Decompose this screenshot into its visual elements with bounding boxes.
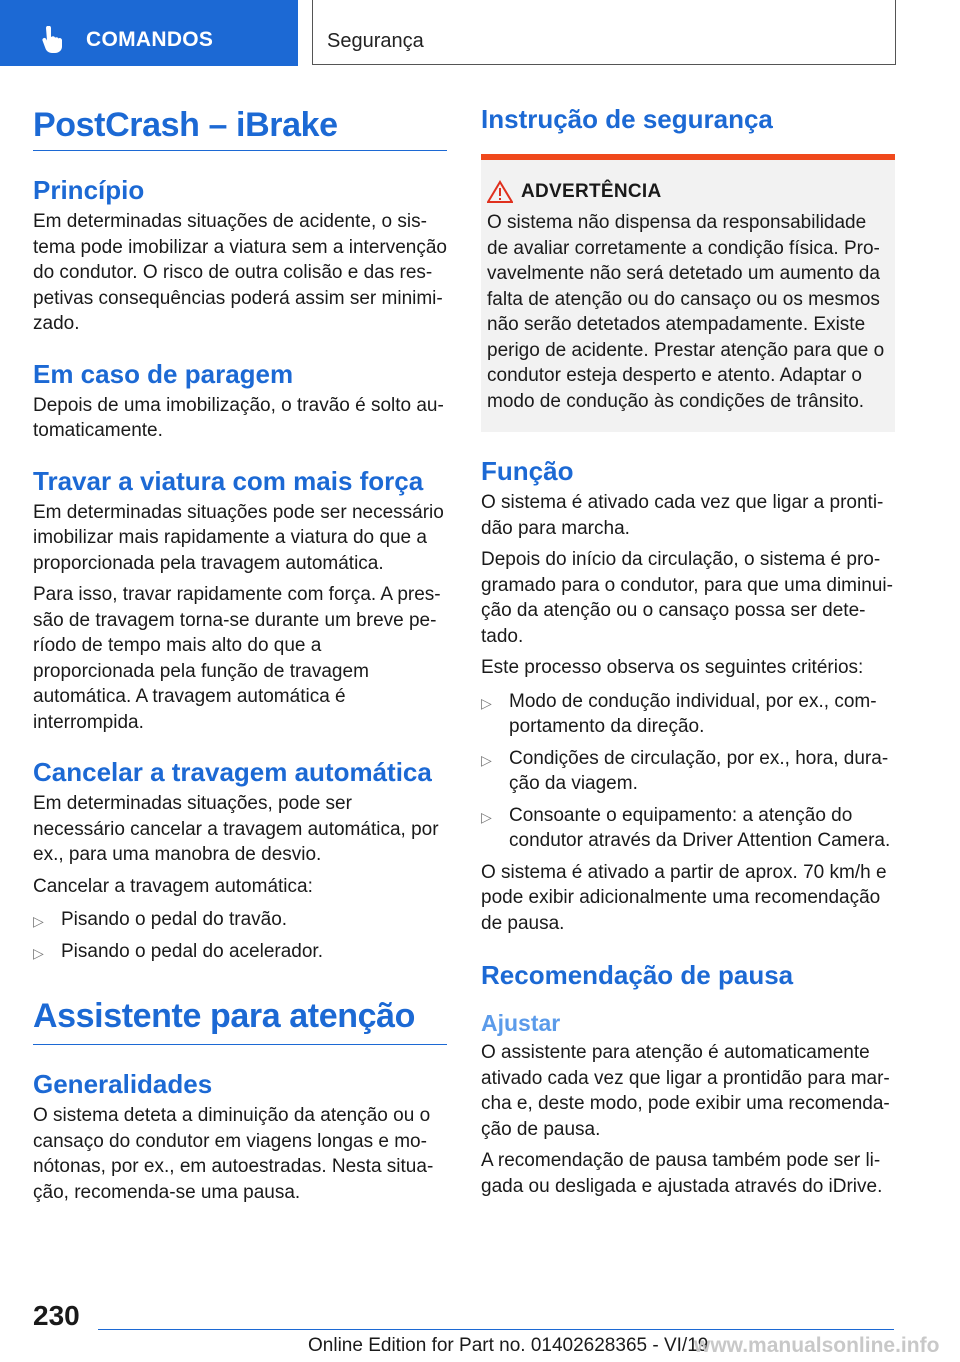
list-item: ▷ Pisando o pedal do travão.	[33, 907, 447, 933]
chapter-label: COMANDOS	[86, 28, 214, 51]
watermark: www.manualsonline.info	[694, 1334, 940, 1357]
edition-text: Online Edition for Part no. 01402628365 - VI/19	[308, 1335, 709, 1356]
text-funcao-1: O sistema é ativado cada vez que ligar a pronti-dão para marcha.	[481, 492, 884, 539]
section-label: Segurança	[327, 30, 424, 52]
title-rule	[33, 1044, 447, 1045]
warning-triangle-icon	[487, 180, 513, 204]
text-ajustar-2: A recomendação de pausa também pode ser li-gada ou desligada e ajustada através do iDrive.	[481, 1150, 883, 1197]
text-ajustar-1: O assistente para atenção é automaticamente ativado cada vez que ligar a prontidão para mar-cha e, deste modo, pode exibir uma recomenda-ção de pausa.	[481, 1042, 890, 1140]
list-item: ▷ Condições de circulação, por ex., hora, dura-ção da viagem.	[481, 747, 889, 794]
section-tab[interactable]	[312, 0, 896, 65]
text-funcao-3: Este processo observa os seguintes critérios:	[481, 657, 864, 678]
heading-generalidades: Generalidades	[33, 1069, 213, 1099]
list-item: ▷ Pisando o pedal do acelerador.	[33, 939, 447, 965]
text-funcao-2: Depois do início da circulação, o sistema é pro-gramado para o condutor, para que uma diminui-ção da atenção ou o cansaço possa ser dete-tado.	[481, 549, 893, 647]
hand-pointer-icon	[40, 26, 66, 54]
triangle-bullet-icon: ▷	[481, 694, 492, 711]
heading-travar: Travar a viatura com mais força	[33, 465, 424, 496]
triangle-bullet-icon: ▷	[33, 913, 44, 929]
heading-recomendacao: Recomendação de pausa	[481, 960, 794, 990]
text-cancelar-1: Em determinadas situações, pode ser necessário cancelar a travagem automática, por ex., para uma manobra de desvio.	[33, 793, 439, 865]
warning-text: O sistema não dispensa da responsabilidade de avaliar corretamente a condição física. Pro-vavelmente não será detetado um aumento da falta de atenção ou do cansaço ou os mesmos não serão detetados atempadamente. Existe perigo de acidente. Prestar atenção para que o condutor esteja desperto e atento. Adaptar o modo de condução às condições de trânsito.	[487, 212, 885, 412]
text-paragem: Depois de uma imobilização, o travão é solto au-tomaticamente.	[33, 394, 444, 441]
page-number: 230	[33, 1300, 80, 1331]
triangle-bullet-icon: ▷	[481, 751, 492, 768]
cancel-list	[33, 907, 447, 964]
text-travar-2: Para isso, travar rapidamente com força. A pres-são de travagem torna-se durante um breve pe-ríodo de tempo mais alto do que a proporcionada pela função de travagem automática. A travagem automática é interrompida.	[33, 584, 441, 733]
text-travar-1: Em determinadas situações pode ser necessário imobilizar mais rapidamente a viatura do que a proporcionada pela travagem automática.	[33, 501, 444, 574]
list-item: ▷ Consoante o equipamento: a atenção do condutor através da Driver Attention Camera.	[481, 804, 891, 851]
criteria-list	[481, 689, 895, 854]
text-principio: Em determinadas situações de acidente, o sis-tema pode imobilizar a viatura sem a intervenção do condutor. O risco de outra colisão e das res-petivas consequências poderá assim ser minimi-zado.	[33, 211, 447, 334]
warning-box	[481, 154, 895, 432]
text-generalidades: O sistema deteta a diminuição da atenção ou o cansaço do condutor em viagens longas e mo-nótonas, por ex., em autoestradas. Nesta situa-ção, recomenda-se uma pausa.	[33, 1105, 434, 1203]
title-rule	[33, 150, 447, 151]
left-column	[33, 100, 447, 1205]
heading-principio: Princípio	[33, 175, 145, 205]
chapter-tab[interactable]	[0, 0, 298, 66]
triangle-bullet-icon: ▷	[33, 944, 44, 961]
heading-ajustar: Ajustar	[481, 1010, 561, 1036]
heading-instrucao: Instrução de segurança	[481, 104, 773, 134]
heading-paragem: Em caso de paragem	[33, 358, 294, 389]
heading-cancelar: Cancelar a travagem automática	[33, 757, 432, 787]
text-funcao-4: O sistema é ativado a partir de aprox. 70 km/h e pode exibir adicionalmente uma recomendação de pausa.	[481, 861, 887, 934]
heading-funcao: Função	[481, 456, 574, 486]
warning-title: ADVERTÊNCIA	[521, 181, 662, 202]
text-cancelar-2: Cancelar a travagem automática:	[33, 875, 313, 897]
triangle-bullet-icon: ▷	[481, 808, 492, 825]
title-postcrash: PostCrash – iBrake	[33, 106, 338, 144]
right-column	[481, 100, 895, 1199]
list-item: ▷ Modo de condução individual, por ex., com-portamento da direção.	[481, 690, 877, 737]
title-assistente: Assistente para atenção	[33, 997, 415, 1035]
footer-rule	[98, 1329, 894, 1330]
